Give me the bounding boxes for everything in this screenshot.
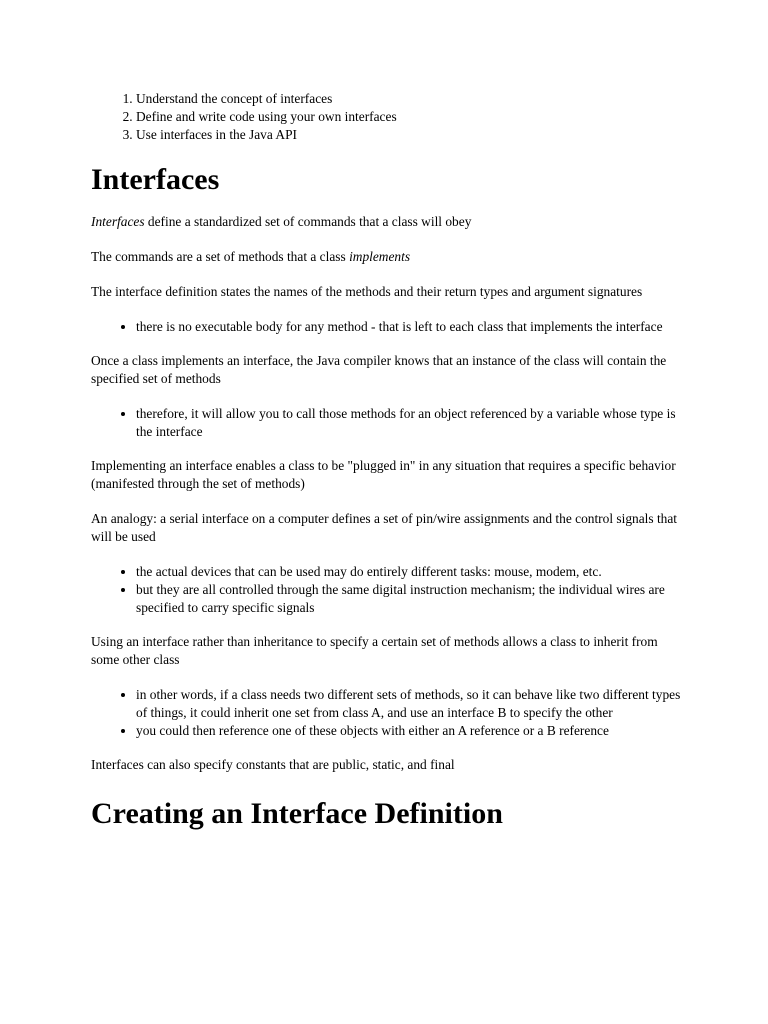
paragraph-compiler: Once a class implements an interface, the Java compiler knows that an instance of the class will contain the specified set of methods: [91, 353, 667, 386]
objective-item: 1. Understand the concept of interfaces: [136, 90, 681, 108]
paragraph-commands: [91, 248, 681, 266]
list-item: • but they are all controlled through the same digital instruction mechanism; the individual wires are specified to carry specific signals: [136, 581, 681, 617]
paragraph-text: The commands are a set of methods that a class: [91, 249, 350, 264]
objectives-list: [91, 90, 681, 144]
list-item: • the actual devices that can be used may do entirely different tasks: mouse, modem, etc.: [136, 563, 681, 581]
paragraph-analogy: An analogy: a serial interface on a computer defines a set of pin/wire assignments and the control signals that will be used: [91, 511, 678, 544]
document-page: [91, 90, 681, 847]
paragraph-inheritance: Using an interface rather than inheritance to specify a certain set of methods allows a class to inherit from some other class: [91, 634, 658, 667]
bullet-list-4: [91, 686, 681, 740]
bullet-list-1: [91, 318, 681, 336]
list-item: • you could then reference one of these objects with either an A reference or a B reference: [136, 722, 681, 740]
bullet-list-2: [91, 405, 681, 441]
paragraph-plugged-in: Implementing an interface enables a class to be "plugged in" in any situation that requires a specific behavior (manifested through the set of methods): [91, 458, 676, 491]
paragraph-text: define a standardized set of commands that a class will obey: [144, 214, 472, 229]
list-item: • there is no executable body for any method - that is left to each class that implements the interface: [136, 318, 681, 336]
emphasis-interfaces: Interfaces: [91, 214, 145, 229]
heading-interfaces: Interfaces: [91, 163, 220, 196]
objective-item: 2. Define and write code using your own interfaces: [136, 108, 681, 126]
objective-item: 3. Use interfaces in the Java API: [136, 126, 681, 144]
list-item: • therefore, it will allow you to call those methods for an object referenced by a variable whose type is the interface: [136, 405, 681, 441]
paragraph-definition: [91, 213, 681, 231]
heading-creating-interface-definition: Creating an Interface Definition: [91, 797, 503, 830]
bullet-list-3: [91, 563, 681, 617]
paragraph-interface-definition: The interface definition states the names of the methods and their return types and argument signatures: [91, 284, 643, 299]
emphasis-implements: implements: [349, 249, 411, 264]
list-item: • in other words, if a class needs two different sets of methods, so it can behave like two different types of things, it could inherit one set from class A, and use an interface B to specify the other: [136, 686, 681, 722]
paragraph-constants: Interfaces can also specify constants that are public, static, and final: [91, 757, 455, 772]
